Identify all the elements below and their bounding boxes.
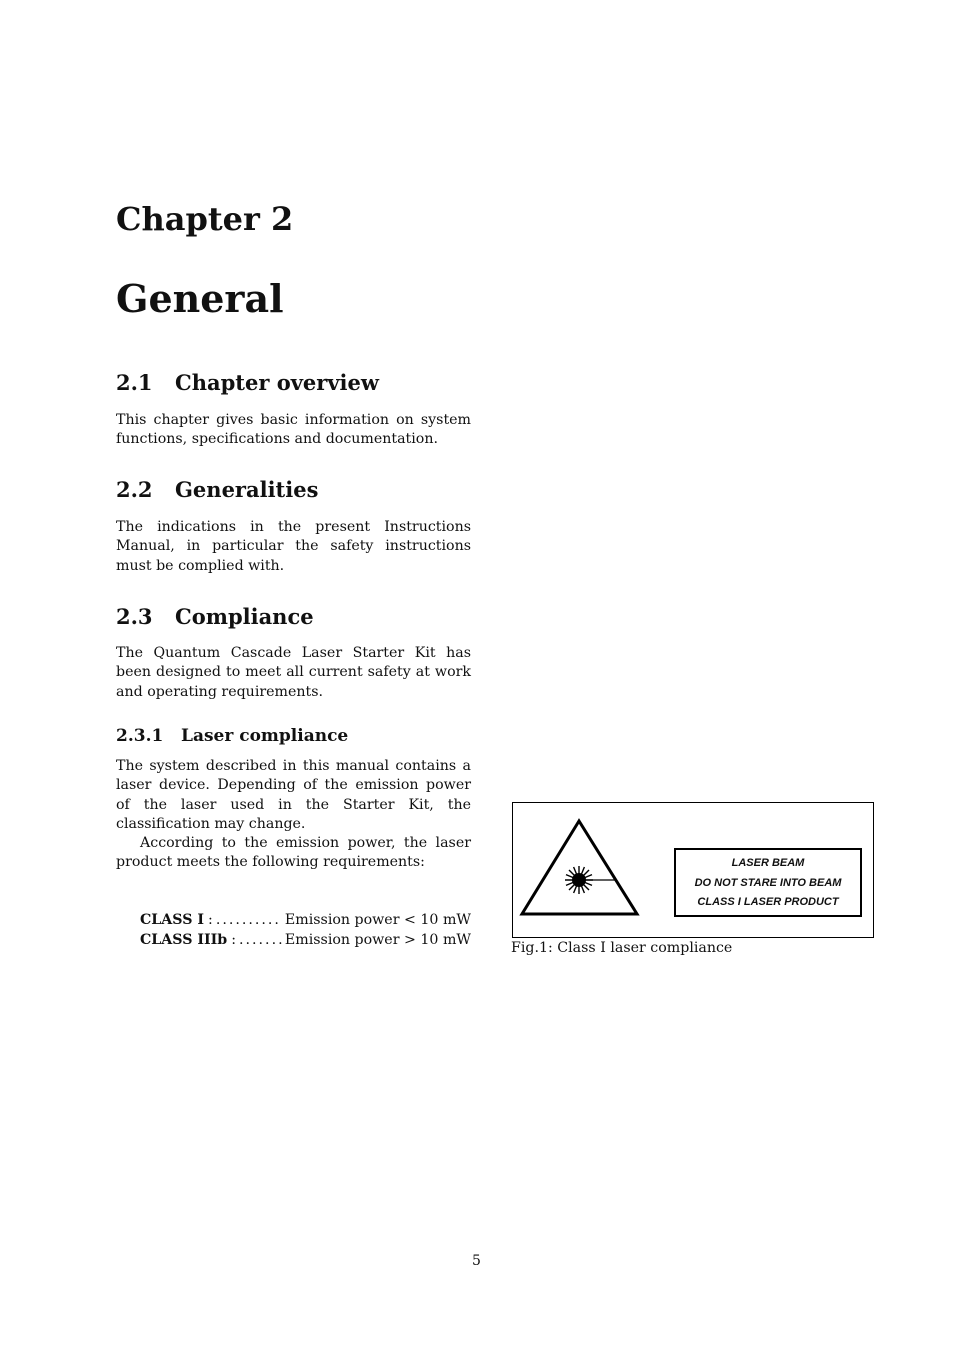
starburst-icon xyxy=(565,866,593,894)
section-heading-2-1 xyxy=(116,370,379,395)
section-number: 2.1 xyxy=(116,370,153,395)
section-paragraph: The indications in the present Instructions Manual, in particular the safety instructions must be complied with. xyxy=(116,519,471,574)
label-line: LASER BEAM xyxy=(731,857,805,870)
section-paragraph: The system described in this manual contains a laser device. Depending of the emission power of the laser used in the Starter Kit, the classification may change. xyxy=(116,758,471,833)
leader-dots xyxy=(216,910,282,930)
section-title: Compliance xyxy=(175,604,314,629)
class-separator: : xyxy=(231,932,237,948)
section-number: 2.3 xyxy=(116,604,153,629)
class-description: Emission power > 10 mW xyxy=(284,932,471,948)
leader-dots xyxy=(239,930,282,950)
section-heading-2-3 xyxy=(116,604,314,629)
laser-warning-triangle-icon xyxy=(518,817,642,919)
class-description: Emission power < 10 mW xyxy=(284,912,471,928)
laser-warning-label xyxy=(674,848,862,917)
label-line: DO NOT STARE INTO BEAM xyxy=(694,876,842,889)
subsection-number: 2.3.1 xyxy=(116,726,164,746)
class-row xyxy=(140,910,471,930)
label-line: CLASS I LASER PRODUCT xyxy=(697,895,839,908)
section-heading-2-2 xyxy=(116,477,318,502)
chapter-title: General xyxy=(116,276,284,321)
class-name: CLASS I xyxy=(140,912,205,928)
class-row xyxy=(140,930,471,950)
page-number: 5 xyxy=(472,1253,481,1269)
class-name: CLASS IIIb xyxy=(140,932,228,948)
subsection-heading-2-3-1 xyxy=(116,726,348,746)
section-title: Chapter overview xyxy=(175,370,379,395)
class-separator: : xyxy=(208,912,213,928)
section-number: 2.2 xyxy=(116,477,153,502)
section-paragraph: According to the emission power, the laser product meets the following requirements: xyxy=(116,835,471,871)
section-paragraph: This chapter gives basic information on system functions, specifications and documentation. xyxy=(116,412,471,448)
figure-caption: Fig.1: Class I laser compliance xyxy=(511,940,733,956)
subsection-title: Laser compliance xyxy=(181,726,349,746)
chapter-label: Chapter 2 xyxy=(116,200,294,238)
section-title: Generalities xyxy=(175,477,319,502)
section-paragraph: The Quantum Cascade Laser Starter Kit has been designed to meet all current safety at work and operating requirements. xyxy=(116,645,471,700)
